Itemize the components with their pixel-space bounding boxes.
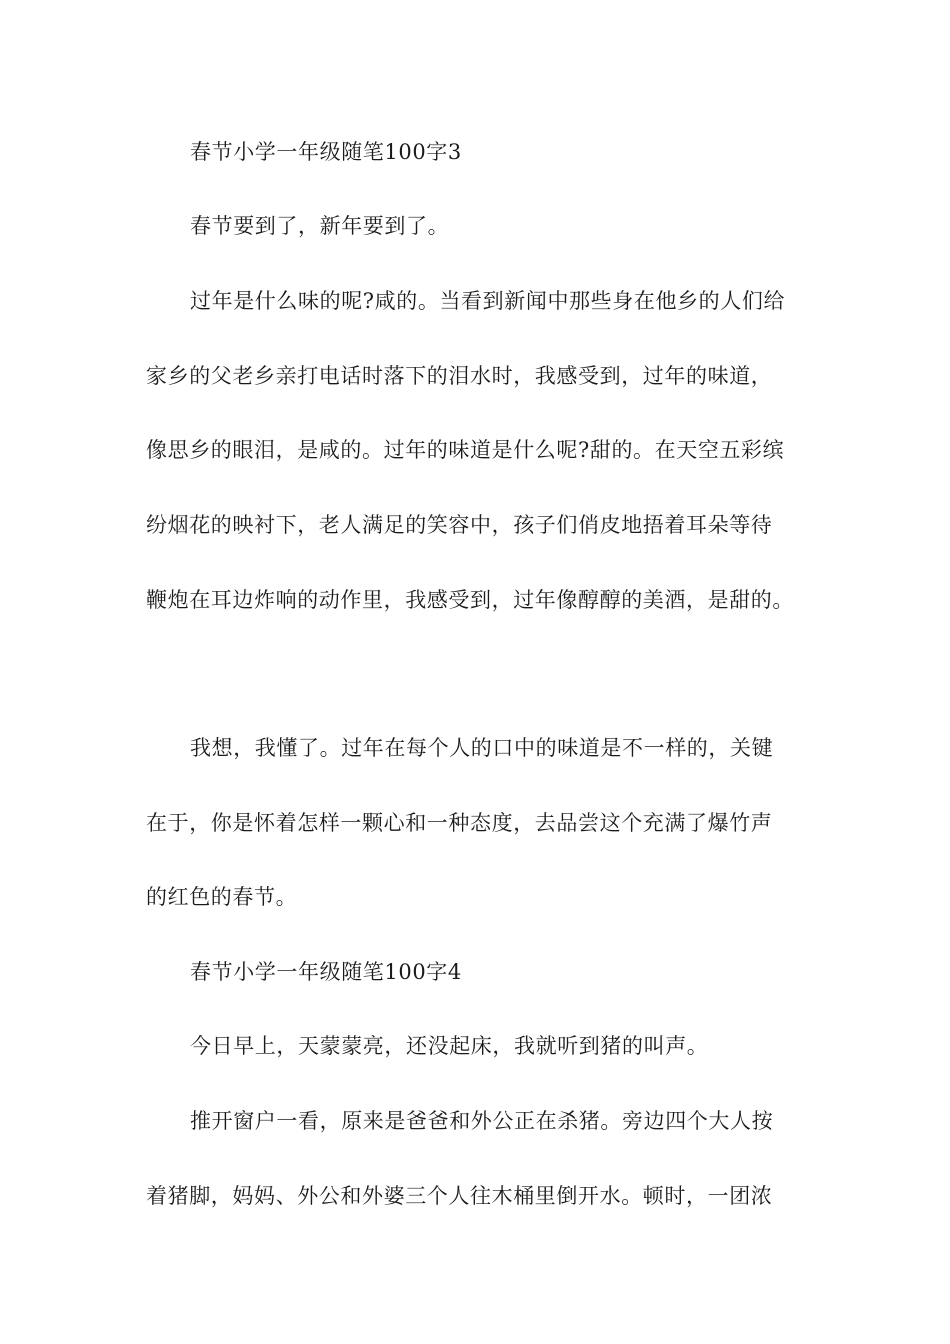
paragraph-line: 的红色的春节。 (146, 885, 298, 909)
paragraph-line: 在于，你是怀着怎样一颗心和一种态度，去品尝这个充满了爆竹声 (146, 811, 773, 835)
section-heading-3: 春节小学一年级随笔100字3 (190, 140, 462, 164)
paragraph-line: 今日早上，天蒙蒙亮，还没起床，我就听到猪的叫声。 (190, 1034, 709, 1058)
paragraph-line: 过年是什么味的呢?咸的。当看到新闻中那些身在他乡的人们给 (190, 289, 786, 313)
paragraph-line: 像思乡的眼泪，是咸的。过年的味道是什么呢?甜的。在天空五彩缤 (146, 438, 785, 462)
paragraph-line: 鞭炮在耳边炸响的动作里，我感受到，过年像醇醇的美酒，是甜的。 (146, 588, 794, 612)
paragraph-line: 着猪脚，妈妈、外公和外婆三个人往木桶里倒开水。顿时，一团浓 (146, 1184, 773, 1208)
paragraph-line: 纷烟花的映衬下，老人满足的笑容中，孩子们俏皮地捂着耳朵等待 (146, 513, 773, 537)
paragraph-line: 推开窗户一看，原来是爸爸和外公正在杀猪。旁边四个大人按 (190, 1109, 774, 1133)
paragraph-line: 家乡的父老乡亲打电话时落下的泪水时，我感受到，过年的味道， (146, 364, 773, 388)
section-heading-4: 春节小学一年级随笔100字4 (190, 960, 462, 984)
paragraph-line: 春节要到了，新年要到了。 (190, 214, 450, 238)
paragraph-line: 我想，我懂了。过年在每个人的口中的味道是不一样的，关键 (190, 736, 774, 760)
